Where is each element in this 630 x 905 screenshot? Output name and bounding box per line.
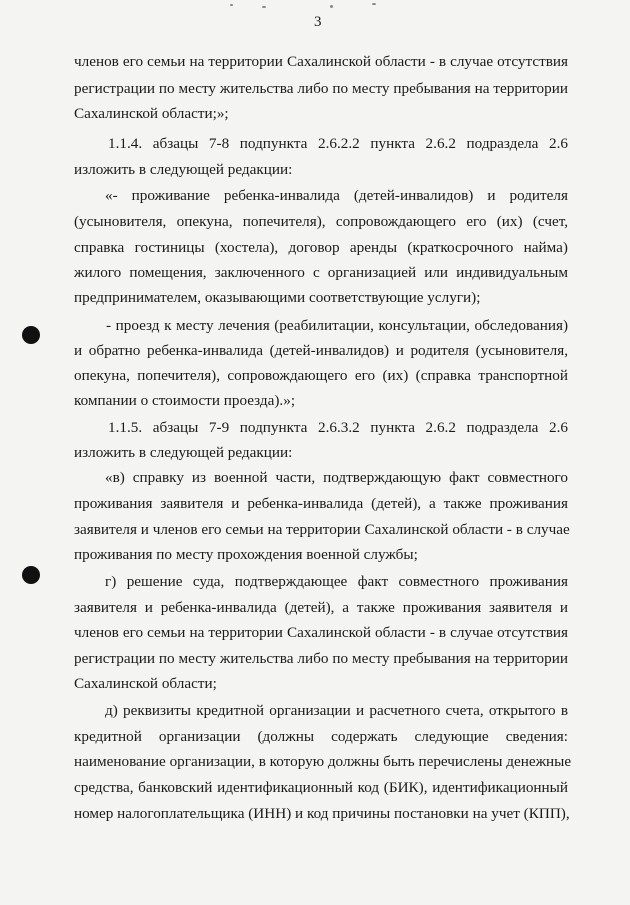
page-number: 3 <box>314 14 322 30</box>
text-line: проживания по месту прохождения военной службы; <box>74 546 418 563</box>
text-line: опекуна, попечителя), сопровождающего его (их) (справка транспортной <box>74 367 568 384</box>
text-line: заявителя и членов его семьи на территории Сахалинской области - в случае <box>74 521 570 538</box>
text-line: членов его семьи на территории Сахалинской области - в случае отсутствия <box>74 53 568 70</box>
scan-speck <box>372 3 376 5</box>
text-line: справка гостиницы (хостела), договор аренды (краткосрочного найма) <box>74 239 568 256</box>
text-line: средства, банковский идентификационный код (БИК), идентификационный <box>74 779 568 796</box>
text-line: номер налогоплательщика (ИНН) и код причины постановки на учет (КПП), <box>74 805 570 822</box>
text-line: изложить в следующей редакции: <box>74 161 293 178</box>
text-line: Сахалинской области;»; <box>74 105 229 122</box>
punch-hole-upper <box>22 326 40 344</box>
text-line: проживания заявителя и ребенка-инвалида (детей), а также проживания <box>74 495 568 512</box>
text-line: - проезд к месту лечения (реабилитации, консультации, обследования) <box>106 317 568 334</box>
text-line: жилого помещения, заключенного с организацией или индивидуальным <box>74 264 568 281</box>
text-line: (усыновителя, опекуна, попечителя), сопровождающего его (их) (счет, <box>74 213 568 230</box>
text-line: «- проживание ребенка-инвалида (детей-инвалидов) и родителя <box>105 187 568 204</box>
text-line: регистрации по месту жительства либо по месту пребывания на территории <box>74 80 568 97</box>
text-line: «в) справку из военной части, подтверждающую факт совместного <box>105 469 568 486</box>
text-line: г) решение суда, подтверждающее факт совместного проживания <box>105 573 568 590</box>
text-line: и обратно ребенка-инвалида (детей-инвалидов) и родителя (усыновителя, <box>74 342 568 359</box>
text-line: кредитной организации (должны содержать следующие сведения: <box>74 728 568 745</box>
text-line: наименование организации, в которую должны быть перечислены денежные <box>74 753 572 770</box>
text-line: 1.1.5. абзацы 7-9 подпункта 2.6.3.2 пункта 2.6.2 подраздела 2.6 <box>108 419 568 436</box>
text-line: компании о стоимости проезда).»; <box>74 392 296 409</box>
text-line: членов его семьи на территории Сахалинской области - в случае отсутствия <box>74 624 568 641</box>
text-line: регистрации по месту жительства либо по месту пребывания на территории <box>74 650 568 667</box>
punch-hole-lower <box>22 566 40 584</box>
text-line: предпринимателем, оказывающими соответствующие услуги); <box>74 289 481 306</box>
scan-speck <box>330 5 333 8</box>
text-line: Сахалинской области; <box>74 675 217 692</box>
scan-speck <box>262 6 266 8</box>
text-line: заявителя и ребенка-инвалида (детей), а также проживания заявителя и <box>74 599 568 616</box>
text-line: изложить в следующей редакции: <box>74 444 293 461</box>
scan-speck <box>230 4 233 6</box>
text-line: д) реквизиты кредитной организации и расчетного счета, открытого в <box>105 702 568 719</box>
text-line: 1.1.4. абзацы 7-8 подпункта 2.6.2.2 пункта 2.6.2 подраздела 2.6 <box>108 135 568 152</box>
